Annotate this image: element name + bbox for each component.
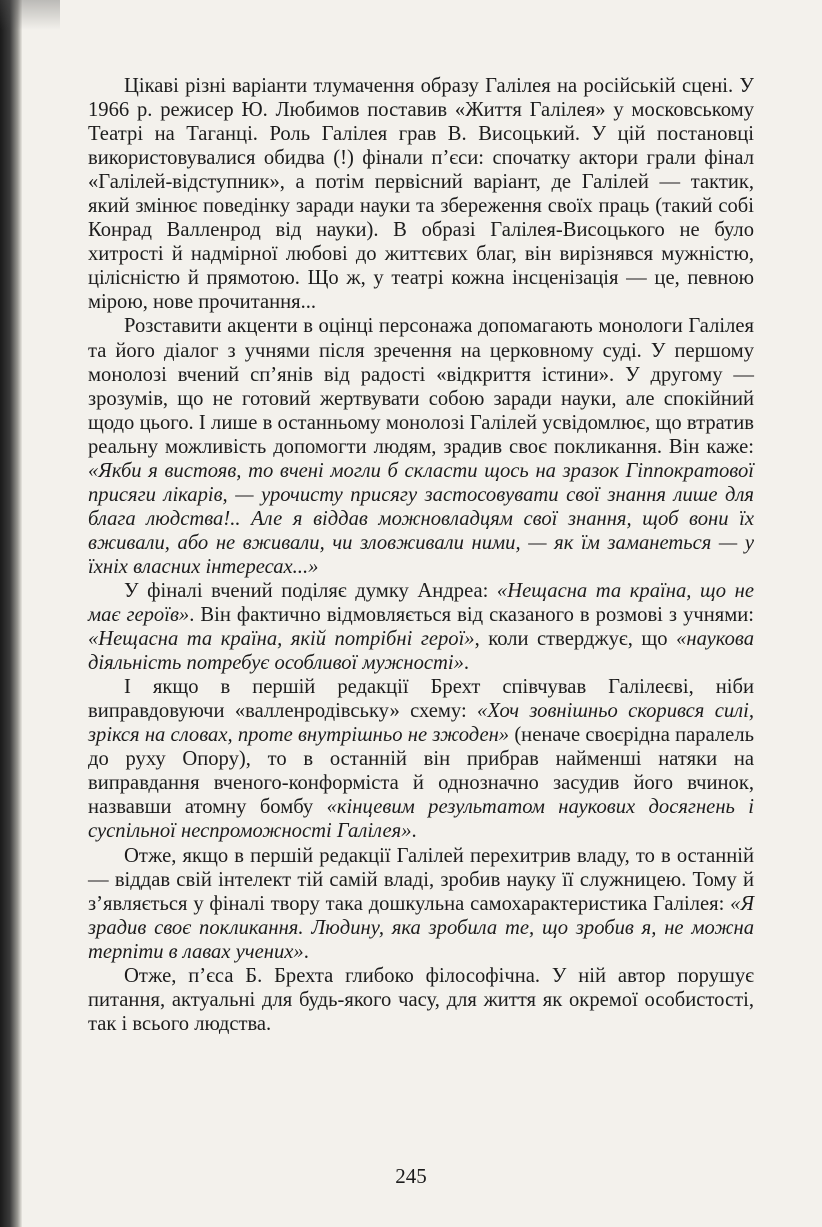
italic-quote: «Я зрадив своє покликання. Людину, яка зробила те, що зробив я, не можна терпіти в лавах учених»	[88, 892, 754, 963]
italic-quote: «наукова діяльність потребує особливої мужності»	[88, 628, 754, 675]
paragraph-text: Цікаві різні варіанти тлумачення образу Галілея на російській сцені. У 1966 р. режисер Ю. Любимов поставив «Життя Галілея» у московському Театрі на Таганці. Роль Галілея грав В. Висоцький. У цій постановці використовувалися обидва (!) фінали п’єси: спочатку актори грали фінал «Галілей-відступник», а потім первісний варіант, де Галілей — тактик, який змінює поведінку заради науки та збереження своїх праць (такий собі Конрад Валленрод від науки). В образі Галілея-Висоцького не було хитрості й надмірної любові до життєвих благ, він вирізнявся мужністю, цілісністю й прямотою. Що ж, у театрі кожна інсценізація — це, певною мірою, нове прочитання...	[88, 75, 754, 314]
page-body	[88, 74, 754, 1036]
italic-quote: «Нещасна та країна, якій потрібні герої»	[88, 628, 475, 651]
paragraph	[88, 579, 754, 675]
paragraph	[88, 964, 754, 1036]
paragraph-text: . Він фактично відмовляється від сказаного в розмові з учнями:	[189, 604, 755, 627]
paragraph	[88, 314, 754, 579]
paragraph	[88, 74, 754, 314]
italic-quote: «Хоч зовнішньо скорився силі, зрікся на словах, проте внутрішньо не зжоден»	[88, 700, 754, 747]
page-number: 245	[395, 1164, 427, 1188]
paragraph-text: .	[303, 940, 309, 963]
page-edge-shadow	[0, 0, 60, 30]
italic-quote: «Якби я вистояв, то вчені могли б скласти щось на зразок Гіппократової присяги лікарів, — урочисту присягу застосовувати свої знання лише для блага людства!.. Але я віддав можновладцям свої знання, щоб вони їх вживали, або не вживали, чи зловживали ними, — як їм заманеться — у їхніх власних інтересах...»	[88, 459, 754, 578]
paragraph-text: (неначе своєрідна паралель до руху Опору), то в останній він прибрав найменші натяки на виправдання вченого-конформіста й однозначно засудив його вчинок, назвавши атомну бомбу	[88, 724, 754, 819]
paragraph-text: .	[411, 820, 417, 843]
paragraph	[88, 844, 754, 964]
paragraph	[88, 675, 754, 843]
paragraph-text: І якщо в першій редакції Брехт співчував Галілеєві, ніби виправдовуючи «валленродівську» схему:	[88, 676, 754, 723]
italic-quote: «Нещасна та країна, що не має героїв»	[88, 579, 754, 627]
paragraph-text: У фіналі вчений поділяє думку Андреа:	[124, 579, 497, 602]
paragraph-text: , коли стверджує, що	[474, 628, 677, 651]
paragraph-text: Отже, якщо в першій редакції Галілей перехитрив владу, то в останній — віддав свій інтелект тій самій владі, зробив науку її служницею. Тому й з’являється у фіналі твору така дошкульна самохарактеристика Галілея:	[88, 844, 754, 915]
book-spine-shadow	[0, 0, 22, 1227]
paragraph-text: Отже, п’єса Б. Брехта глибоко філософічна. У ній автор порушує питання, актуальні для будь-якого часу, для життя як окремої особистості, так і всього людства.	[88, 964, 754, 1035]
paragraph-text: Розставити акценти в оцінці персонажа допомагають монологи Галілея та його діалог з учнями після зречення на церковному суді. У першому монолозі вчений сп’янів від радості «відкриття істини». У другому — зрозумів, що не готовий жертвувати собою заради науки, але спокійний щодо цього. І лише в останньому монолозі Галілей усвідомлює, що втратив реальну можливість допомогти людям, зрадив своє покликання. Він каже:	[88, 315, 754, 458]
italic-quote: «кінцевим результатом наукових досягнень і суспільної неспроможності Галілея»	[88, 796, 755, 843]
paragraph-text: .	[463, 652, 470, 675]
